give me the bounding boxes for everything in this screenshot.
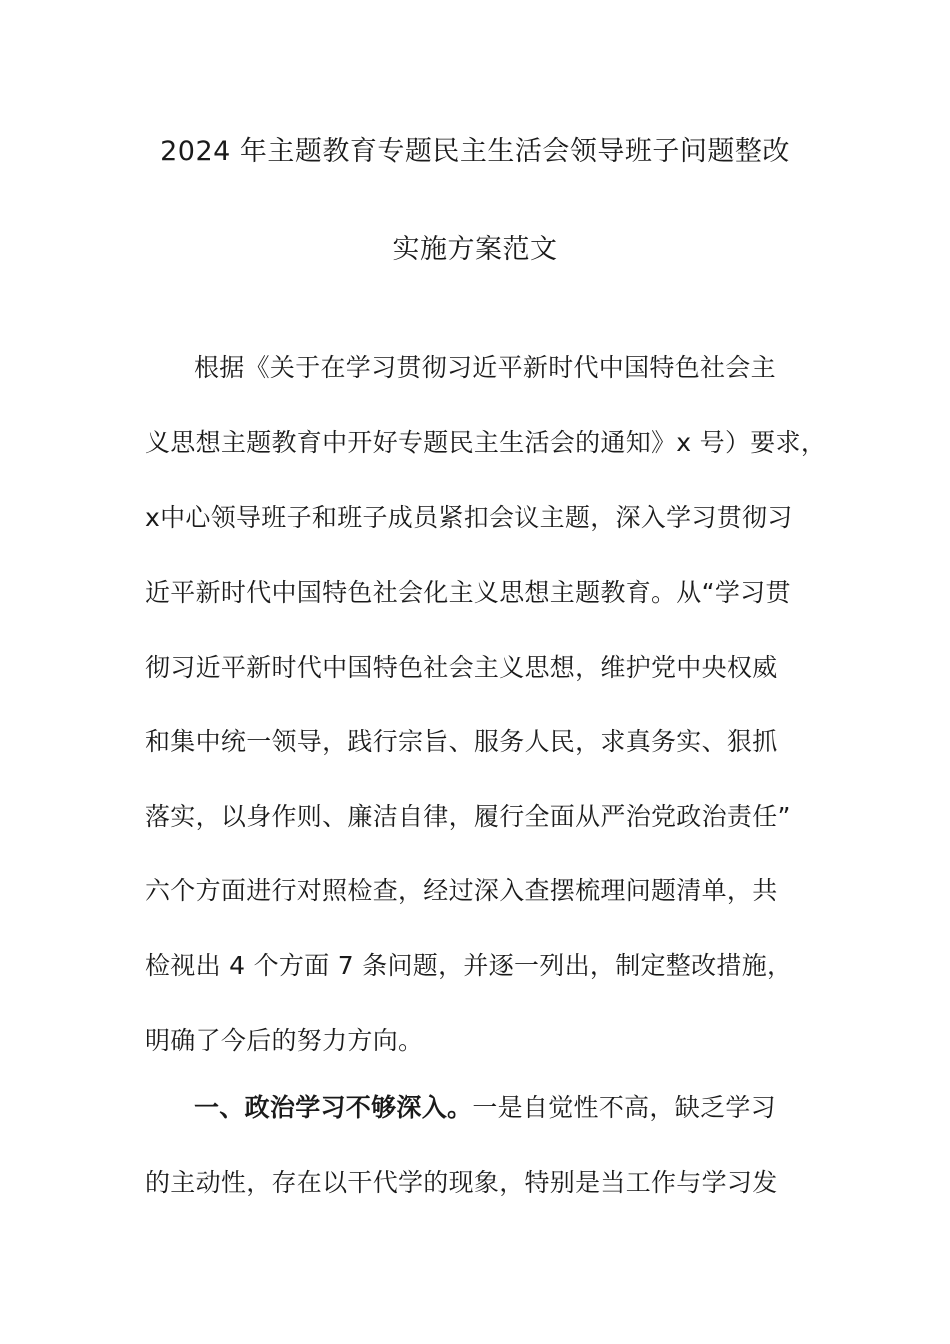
body-line-9: 检视出 4 个方面 7 条问题，并逐一列出，制定整改措施，	[145, 951, 793, 980]
body-line-1: 根据《关于在学习贯彻习近平新时代中国特色社会主	[194, 353, 776, 382]
document-title-line-2: 实施方案范文	[392, 234, 558, 265]
body-line-10: 明确了今后的努力方向。	[145, 1026, 424, 1055]
section-1-heading: 一、政治学习不够深入。	[194, 1093, 473, 1122]
body-line-2: 义思想主题教育中开好专题民主生活会的通知》x 号）要求，	[145, 428, 827, 457]
body-line-4: 近平新时代中国特色社会化主义思想主题教育。从“学习贯	[145, 578, 791, 607]
body-line-5: 彻习近平新时代中国特色社会主义思想，维护党中央权威	[145, 653, 778, 682]
body-line-7: 落实，以身作则、廉洁自律，履行全面从严治党政治责任”	[145, 802, 791, 831]
body-line-8: 六个方面进行对照检查，经过深入查摆梳理问题清单，共	[145, 876, 778, 905]
section-1-second-line: 的主动性，存在以干代学的现象，特别是当工作与学习发	[145, 1168, 778, 1197]
section-1-first-line	[194, 1090, 776, 1126]
document-title-line-1: 2024 年主题教育专题民主生活会领导班子问题整改	[160, 136, 790, 167]
body-line-6: 和集中统一领导，践行宗旨、服务人民，求真务实、狠抓	[145, 727, 778, 756]
section-1-first-line-text: 一是自觉性不高，缺乏学习	[472, 1093, 776, 1122]
body-line-3: x中心领导班子和班子成员紧扣会议主题，深入学习贯彻习	[145, 503, 793, 532]
